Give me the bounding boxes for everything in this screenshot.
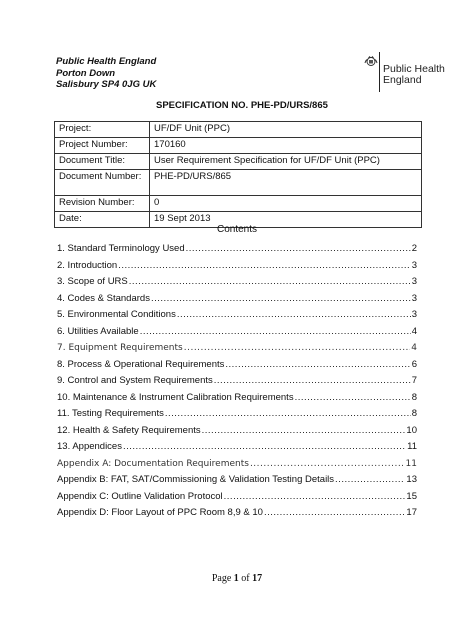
- address-line-city: Salisbury SP4 0JG UK: [56, 79, 157, 90]
- toc-entry[interactable]: [57, 340, 417, 357]
- royal-crest-icon: [364, 54, 378, 68]
- toc-leader: [177, 307, 411, 324]
- toc-page-number: 17: [406, 507, 417, 518]
- toc-entry[interactable]: [57, 439, 417, 456]
- table-row: [55, 170, 422, 196]
- toc-entry-title: 10. Maintenance & Instrument Calibration Requirements: [57, 391, 294, 403]
- address-line-site: Porton Down: [56, 67, 116, 79]
- toc-entry[interactable]: [57, 373, 417, 390]
- toc-entry-title: Appendix A: Documentation Requirements: [57, 458, 249, 469]
- toc-leader: [335, 472, 405, 489]
- toc-entry-title: 2. Introduction: [57, 259, 118, 271]
- toc-entry-title: 4. Codes & Standards: [57, 292, 150, 304]
- info-key: Document Number:: [55, 170, 150, 196]
- footer-total-pages: 17: [252, 573, 263, 584]
- toc-entry[interactable]: [57, 357, 417, 374]
- logo-text-line2: England: [383, 74, 422, 86]
- toc-leader: [140, 324, 411, 341]
- toc-page-number: 3: [411, 259, 417, 271]
- sender-address: [56, 56, 156, 91]
- toc-leader: [186, 241, 411, 258]
- specification-title: SPECIFICATION NO. PHE-PD/URS/865: [156, 100, 328, 111]
- toc-entry[interactable]: [57, 324, 417, 341]
- table-row: [55, 196, 422, 212]
- info-value: User Requirement Specification for UF/DF Unit (PPC): [150, 154, 422, 170]
- toc-entry[interactable]: [57, 505, 417, 522]
- toc-page-number: 13: [406, 474, 417, 485]
- toc-entry-title: 13. Appendices: [57, 441, 122, 452]
- toc-entry-title: 8. Process & Operational Requirements: [57, 358, 225, 370]
- info-key: Revision Number:: [55, 196, 150, 212]
- toc-entry[interactable]: [57, 241, 417, 258]
- toc-leader: [295, 390, 411, 407]
- toc-entry-title: 6. Utilities Available: [57, 325, 139, 337]
- info-value: UF/DF Unit (PPC): [150, 122, 422, 138]
- toc-entry-title: 1. Standard Terminology Used: [57, 243, 185, 254]
- toc-entry[interactable]: [57, 472, 417, 489]
- toc-leader: [250, 456, 405, 473]
- page-footer: [0, 573, 474, 584]
- toc-entry-title: 11. Testing Requirements: [57, 408, 164, 419]
- toc-page-number: 2: [411, 243, 417, 254]
- toc-entry[interactable]: [57, 406, 417, 423]
- footer-page-number: 1: [233, 573, 239, 584]
- toc-page-number: 15: [406, 490, 417, 502]
- document-info-table: [54, 121, 422, 228]
- toc-leader: [264, 505, 405, 522]
- logo-text-line1: Public Health: [383, 63, 445, 75]
- toc-entry-title: 9. Control and System Requirements: [57, 375, 213, 386]
- phe-logo: [370, 50, 470, 94]
- toc-entry-title: 12. Health & Safety Requirements: [57, 424, 201, 436]
- toc-leader: [118, 258, 410, 275]
- toc-entry-title: 3. Scope of URS: [57, 276, 128, 287]
- table-row: [55, 154, 422, 170]
- toc-entry[interactable]: [57, 423, 417, 440]
- toc-page-number: 4: [411, 325, 417, 337]
- toc-entry-title: Appendix D: Floor Layout of PPC Room 8,9 & 10: [57, 507, 263, 518]
- info-value: 0: [150, 196, 422, 212]
- info-key: Project Number:: [55, 138, 150, 154]
- toc-page-number: 6: [411, 358, 417, 370]
- toc-page-number: 10: [406, 424, 417, 436]
- logo-rule: [379, 52, 380, 92]
- toc-page-number: 3: [411, 292, 417, 304]
- toc-leader: [214, 373, 411, 390]
- toc-entry[interactable]: [57, 456, 417, 473]
- toc-page-number: 8: [411, 408, 417, 419]
- info-value: 170160: [150, 138, 422, 154]
- toc-page-number: 8: [411, 391, 417, 403]
- table-row: [55, 122, 422, 138]
- table-of-contents: [57, 241, 417, 522]
- contents-heading: Contents: [216, 224, 258, 235]
- toc-entry-title: Appendix C: Outline Validation Protocol: [57, 490, 223, 502]
- toc-entry[interactable]: [57, 307, 417, 324]
- toc-leader: [225, 357, 410, 374]
- toc-entry-title: 7. Equipment Requirements: [57, 343, 183, 353]
- toc-page-number: 3: [411, 276, 417, 287]
- footer-page-word: Page: [211, 573, 232, 584]
- toc-page-number: 7: [411, 375, 417, 386]
- toc-entry[interactable]: [57, 291, 417, 308]
- toc-leader: [151, 291, 411, 308]
- toc-page-number: 4: [411, 343, 417, 353]
- toc-page-number: 11: [407, 441, 417, 452]
- table-row: [55, 138, 422, 154]
- toc-entry[interactable]: [57, 390, 417, 407]
- toc-page-number: 3: [411, 309, 417, 320]
- toc-leader: [184, 340, 411, 357]
- toc-entry-title: Appendix B: FAT, SAT/Commissioning & Validation Testing Details: [57, 474, 335, 485]
- info-key: Date:: [55, 212, 150, 228]
- info-value: 19 Sept 2013: [150, 212, 422, 228]
- toc-entry[interactable]: [57, 489, 417, 506]
- toc-page-number: 11: [405, 458, 417, 469]
- address-line-org: Public Health England: [56, 56, 157, 67]
- info-key: Project:: [55, 122, 150, 138]
- toc-leader: [224, 489, 406, 506]
- info-key: Document Title:: [55, 154, 150, 170]
- info-value: PHE-PD/URS/865: [150, 170, 422, 196]
- toc-leader: [202, 423, 406, 440]
- toc-entry[interactable]: [57, 258, 417, 275]
- footer-of-word: of: [241, 573, 250, 584]
- toc-leader: [129, 274, 411, 291]
- toc-leader: [123, 439, 406, 456]
- toc-leader: [165, 406, 411, 423]
- toc-entry-title: 5. Environmental Conditions: [57, 309, 176, 320]
- toc-entry[interactable]: [57, 274, 417, 291]
